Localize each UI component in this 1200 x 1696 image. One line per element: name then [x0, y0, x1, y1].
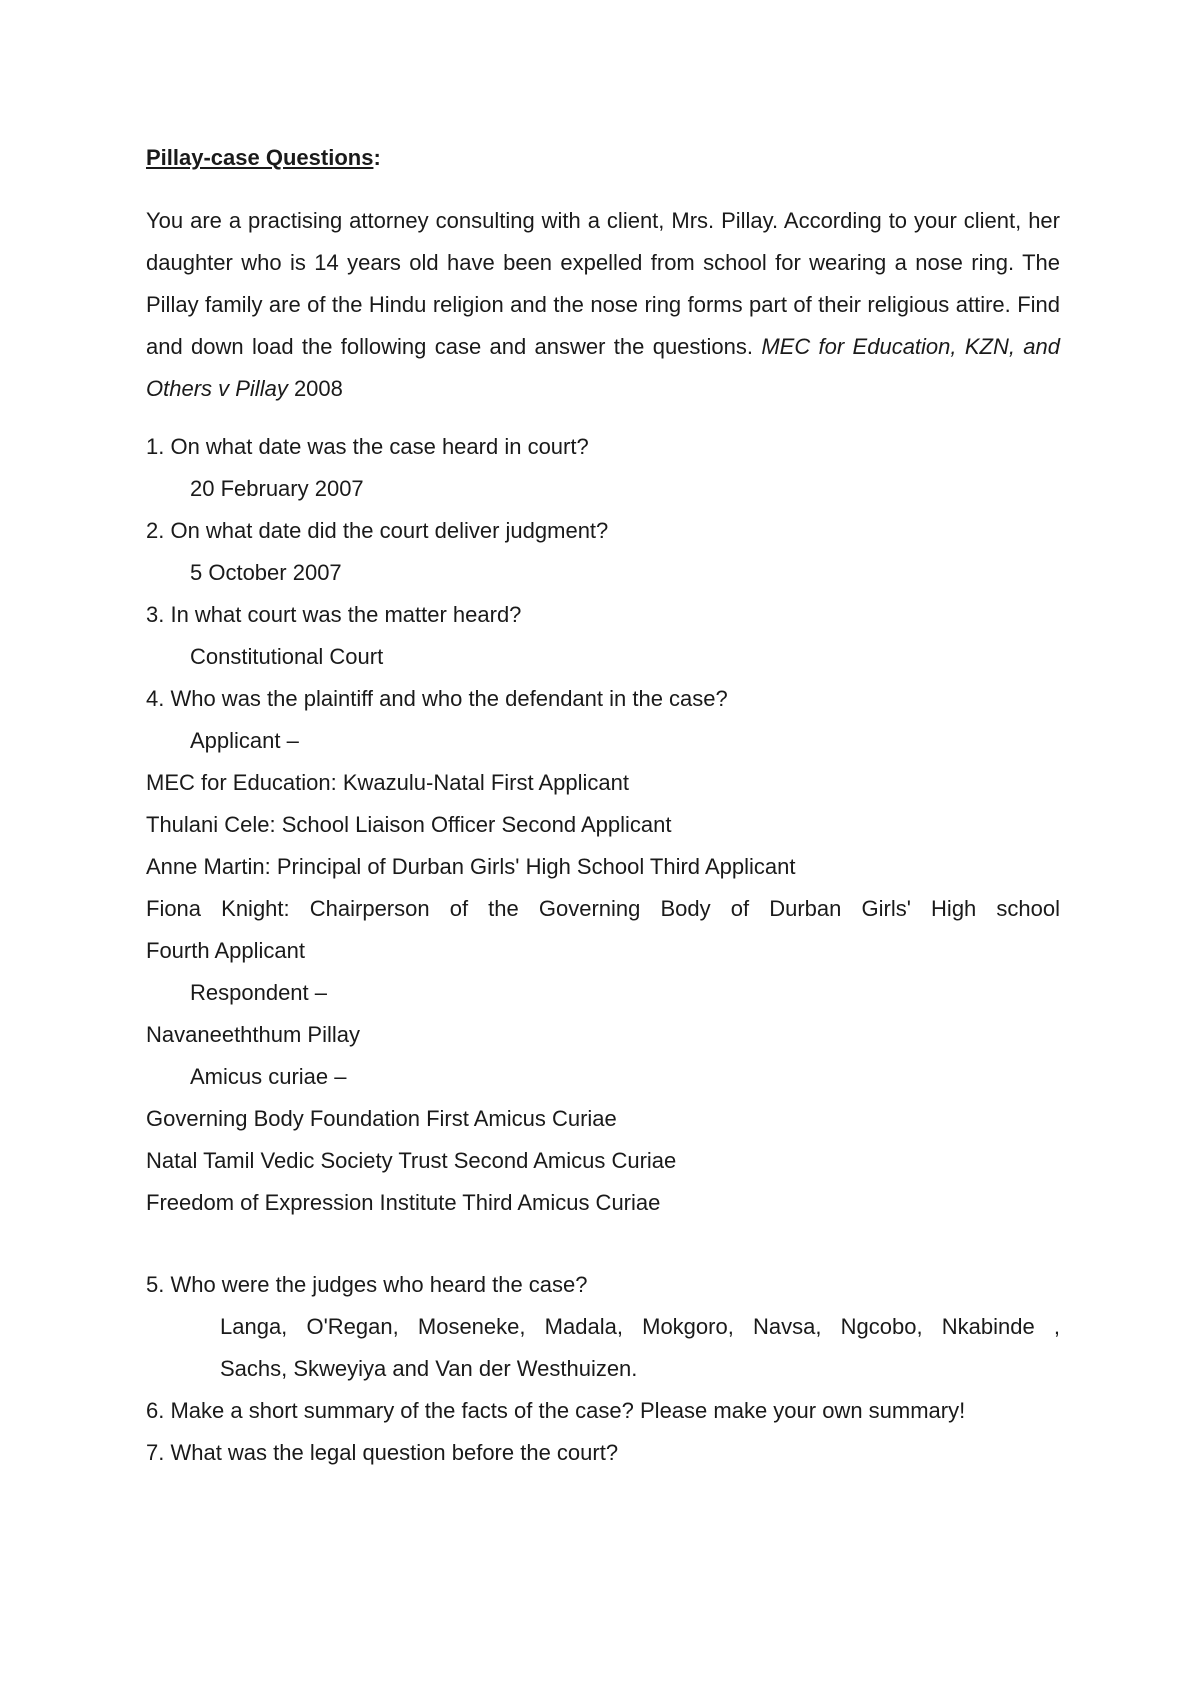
intro-text: You are a practising attorney consulting with a client, Mrs. Pillay. According to your client, her daughter who is 14 years old have been expelled from school for wearing a nose ring. The Pillay family are of the Hindu religion and the nose ring forms part of their religious attire. Find and down load the following case and answer the questions.	[146, 208, 1060, 359]
question-5: 5. Who were the judges who heard the case?	[146, 1272, 588, 1297]
respondent-heading: Respondent –	[190, 980, 327, 1005]
applicant-4-line-1: Fiona Knight: Chairperson of the Governing Body of Durban Girls' High school	[146, 896, 1060, 921]
document-title	[146, 144, 1060, 172]
amicus-2: Natal Tamil Vedic Society Trust Second Amicus Curiae	[146, 1148, 677, 1173]
amicus-3: Freedom of Expression Institute Third Amicus Curiae	[146, 1190, 661, 1215]
blank-line	[146, 1224, 1060, 1264]
document-title-colon: :	[373, 145, 381, 170]
amicus-heading: Amicus curiae –	[190, 1064, 347, 1089]
answer-5-line-2: Sachs, Skweyiya and Van der Westhuizen.	[220, 1356, 638, 1381]
applicant-3: Anne Martin: Principal of Durban Girls' High School Third Applicant	[146, 854, 796, 879]
amicus-1: Governing Body Foundation First Amicus Curiae	[146, 1106, 617, 1131]
question-7: 7. What was the legal question before the court?	[146, 1440, 619, 1465]
applicant-4-line-2: Fourth Applicant	[146, 938, 305, 963]
applicant-2: Thulani Cele: School Liaison Officer Second Applicant	[146, 812, 672, 837]
answer-3: Constitutional Court	[190, 644, 384, 669]
applicant-1: MEC for Education: Kwazulu-Natal First Applicant	[146, 770, 629, 795]
question-1: 1. On what date was the case heard in court?	[146, 434, 589, 459]
question-6: 6. Make a short summary of the facts of the case? Please make your own summary!	[146, 1398, 966, 1423]
document-title-text: Pillay-case Questions	[146, 145, 374, 170]
intro-paragraph	[146, 200, 1060, 410]
answer-1: 20 February 2007	[190, 476, 364, 501]
question-3: 3. In what court was the matter heard?	[146, 602, 522, 627]
applicant-heading: Applicant –	[190, 728, 299, 753]
question-2: 2. On what date did the court deliver judgment?	[146, 518, 609, 543]
document-body	[146, 144, 1060, 1474]
answer-2: 5 October 2007	[190, 560, 342, 585]
answer-5-line-1: Langa, O'Regan, Moseneke, Madala, Mokgoro, Navsa, Ngcobo, Nkabinde ,	[220, 1314, 1060, 1339]
intro-case-name: MEC for Education, KZN, and Others v Pillay	[146, 334, 1060, 401]
question-4: 4. Who was the plaintiff and who the defendant in the case?	[146, 686, 728, 711]
respondent-1: Navaneeththum Pillay	[146, 1022, 361, 1047]
intro-case-year: 2008	[287, 376, 343, 401]
